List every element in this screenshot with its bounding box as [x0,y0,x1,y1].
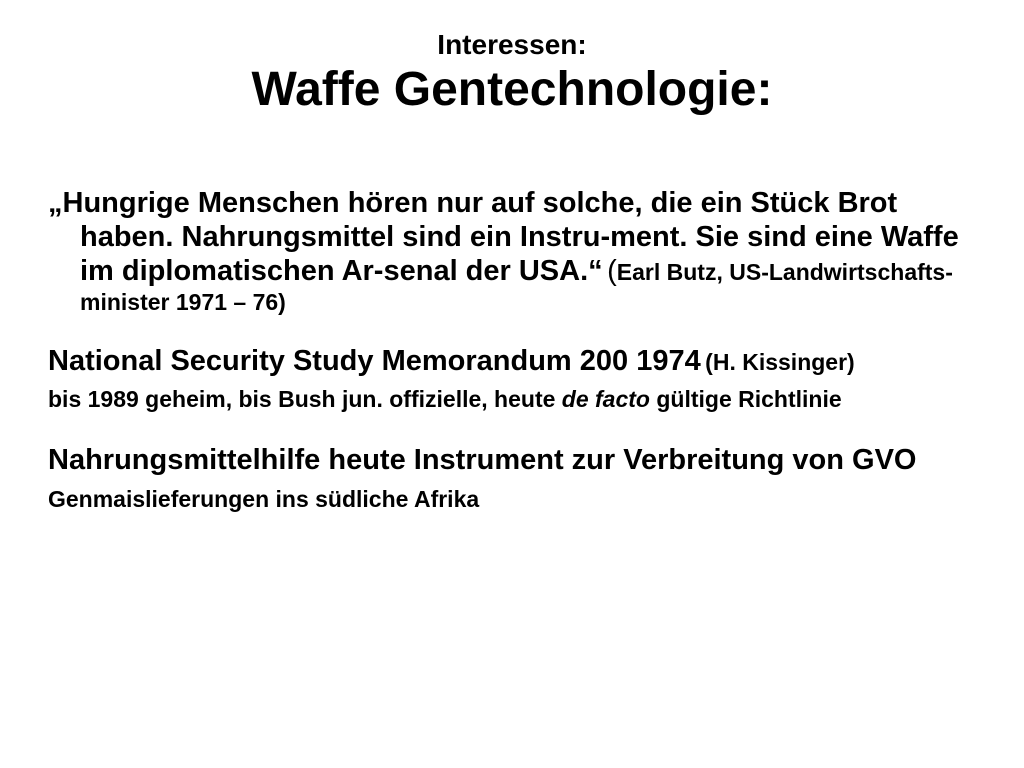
gvo-text: Nahrungsmittelhilfe heute Instrument zur Verbreitung von GVO [48,444,917,476]
nssm-author: (H. Kissinger) [705,349,855,375]
gvo-paragraph [48,443,988,477]
title-block [0,28,1024,118]
secret-emphasis: de facto [561,386,650,412]
secret-before: bis 1989 geheim, bis Bush jun. offizielle, heute [48,386,556,412]
slide-title: Waffe Gentechnologie: [251,63,773,116]
slide-subtitle: Interessen: [437,29,587,60]
slide-content [48,186,988,513]
africa-text: Genmaislieferungen ins südliche Afrika [48,486,480,512]
quote-attribution: Earl Butz, US-Landwirtschafts-minister 1971 – 76) [80,259,953,315]
nssm-text: National Security Study Memorandum 200 1974 [48,345,701,377]
nssm-paragraph [48,344,988,378]
secret-paragraph [48,385,988,413]
quote-text: „Hungrige Menschen hören nur auf solche, die ein Stück Brot haben. Nahrungsmittel sind ein Instru-ment. Sie sind eine Waffe im diplomatischen Ar-senal der USA.“ [48,187,959,287]
quote-paragraph [48,186,988,316]
secret-after: gültige Richtlinie [656,386,842,412]
africa-paragraph [48,485,988,513]
quote-paren-open: ( [607,255,617,287]
